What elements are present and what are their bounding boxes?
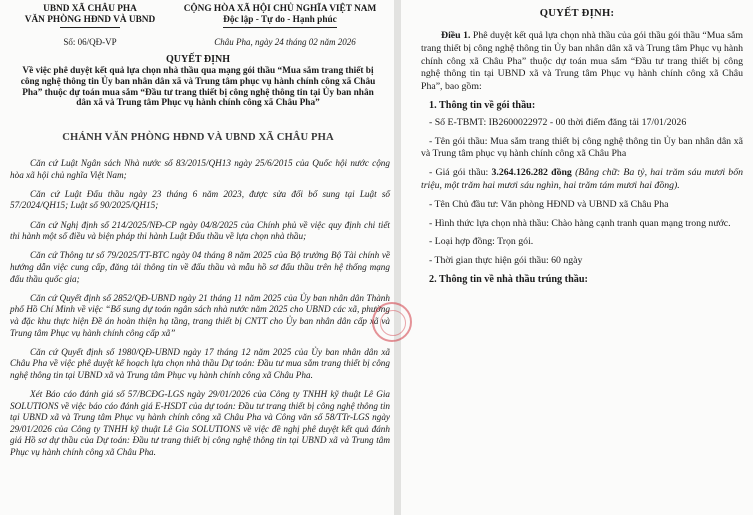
article-1-text: Phê duyệt kết quả lựa chọn nhà thầu của gói thầu gói thầu “Mua sắm trang thiết bị công nghệ thông tin Ủy ban nhân dân xã và Trung tâm Phục vụ hành chính công xã Châu Pha” thuộc dự toán mua sắm “Đầu tư trang thiết bị công nghệ thông tin tại UBND xã và Trung tâm Phục vụ hành chính công xã Châu Pha”, bao gồm: <box>421 30 743 93</box>
page-gutter <box>394 0 401 515</box>
package-name: - Tên gói thầu: Mua sắm trang thiết bị công nghệ thông tin Ủy ban nhân dân xã và Trung tâm phục vụ hành chính công xã Châu Pha <box>421 135 743 160</box>
agency-line-1: UBND XÃ CHÂU PHA <box>43 4 137 14</box>
red-seal-stamp <box>372 302 412 342</box>
investor-name: - Tên Chủ đầu tư: Văn phòng HĐND và UBND xã Châu Pha <box>429 198 669 210</box>
national-header <box>170 4 390 28</box>
legal-basis-paragraph: Căn cứ Quyết định số 1980/QĐ-UBND ngày 17 tháng 12 năm 2025 của Ủy ban nhân dân xã Châu Pha về việc phê duyệt kế hoạch lựa chọn nhà thầu Dự toán: Đầu tư mua sắm trang thiết bị công nghệ thông tin tại UBND xã và Trung tâm Phục vụ hành chính công xã Châu Pha. <box>10 346 390 380</box>
contract-type: - Loại hợp đồng: Trọn gói. <box>429 236 534 248</box>
decision-title: QUYẾT ĐỊNH <box>166 54 230 65</box>
agency-line-2: VĂN PHÒNG HĐND VÀ UBND <box>24 15 156 25</box>
price-label: - Giá gói thầu: <box>429 167 492 179</box>
legal-basis-paragraph: Căn cứ Quyết định số 2852/QĐ-UBND ngày 21 tháng 11 năm 2025 của Ủy ban nhân dân Thành phố Hồ Chí Minh về việc “Bổ sung dự toán ngân sách nhà nước năm 2025 cho UBND các xã, phường và đặc khu thực hiện Đề án hoàn thiện hạ tầng, trang thiết bị CNTT cho Ủy ban nhân dân cấp xã và Trung tâm Phục vụ hành chính công cấp xã” <box>10 292 390 338</box>
issuing-agency-header <box>10 4 170 28</box>
selection-method: - Hình thức lựa chọn nhà thầu: Chào hàng cạnh tranh quan mạng trong nước. <box>429 217 731 229</box>
decision-subject: Về việc phê duyệt kết quả lựa chọn nhà thầu qua mạng gói thầu “Mua sắm trang thiết bị công nghệ thông tin Ủy ban nhân dân xã và Trung tâm phục vụ hành chính công xã Châu Pha” thuộc dự toán mua sắm “Đầu tư trang thiết bị công nghệ thông tin tại Ủy ban nhân dân xã và Trung tâm Phục vụ hành chính công xã Châu Pha” <box>20 66 376 109</box>
agency-underline <box>60 27 120 28</box>
legal-basis-paragraph: Căn cứ Nghị định số 214/2025/NĐ-CP ngày 04/8/2025 của Chính phủ về việc quy định chi tiết thi hành một số điều và biện pháp thi hành Luật Đấu thầu về lựa chọn nhà thầu; <box>10 219 390 242</box>
price-value: 3.264.126.282 đồng <box>491 167 572 179</box>
legal-basis-paragraph: Xét Báo cáo đánh giá số 57/BCĐG-LGS ngày 29/01/2026 của Công ty TNHH kỹ thuật Lê Gia SOLUTIONS về việc báo cáo đánh giá E-HSDT của dự toán: Đầu tư trang thiết bị công nghệ thông tin tại UBND xã và Trung tâm Phục vụ hành chính công xã Châu Pha và Công văn số 58/TTr-LGS ngày 29/01/2026 của Công ty TNHH kỹ thuật Lê Gia SOLUTIONS về việc đề nghị phê duyệt kết quả đánh giá Hồ sơ dự thầu của Dự toán: Đầu tư trang thiết bị công nghệ thông tin tại UBND xã và Trung tâm Phục vụ hành chính công xã Châu Pha. <box>10 389 390 458</box>
section-winning-bidder: 2. Thông tin về nhà thầu trúng thầu: <box>429 273 588 285</box>
article-1 <box>421 30 743 94</box>
decision-body <box>421 30 743 291</box>
section-package-info: 1. Thông tin về gói thầu: <box>429 99 536 111</box>
place-and-date: Châu Pha, ngày 24 tháng 02 năm 2026 <box>214 37 356 47</box>
legal-basis-paragraph: Căn cứ Luật Đấu thầu ngày 23 tháng 6 năm 2023, được sửa đổi bổ sung tại Luật số 57/2024/QH15; Luật số 90/2025/QH15; <box>10 188 390 211</box>
package-price <box>421 167 743 193</box>
decision-heading: QUYẾT ĐỊNH: <box>539 8 615 19</box>
legal-basis-section <box>10 158 390 459</box>
implementation-duration: - Thời gian thực hiện gói thầu: 60 ngày <box>429 255 583 267</box>
legal-basis-paragraph: Căn cứ Luật Ngân sách Nhà nước số 83/2015/QH13 ngày 25/6/2015 của Quốc hội nước cộng hòa xã hội chủ nghĩa Việt Nam; <box>10 158 390 180</box>
document-number: Số: 06/QĐ-VP <box>63 37 117 47</box>
legal-basis-paragraph: Căn cứ Thông tư số 79/2025/TT-BTC ngày 04 tháng 8 năm 2025 của Bộ trưởng Bộ Tài chính về hướng dẫn việc cung cấp, đăng tải thông tin về đấu thầu và mẫu hồ sơ đấu thầu trên hệ thống mạng đấu thầu quốc gia; <box>10 250 390 284</box>
article-1-label: Điều 1. <box>441 30 471 41</box>
tbmt-number: - Số E-TBMT: IB2600022972 - 00 thời điểm đăng tải 17/01/2026 <box>429 116 687 128</box>
national-motto: Độc lập - Tự do - Hạnh phúc <box>223 15 337 28</box>
price-in-words: (Bằng chữ: Ba tỷ, hai trăm sáu mươi bốn triệu, một trăm hai mươi sáu nghìn, hai trăm tám mươi hai đồng). <box>421 167 743 191</box>
nation-name: CỘNG HÒA XÃ HỘI CHỦ NGHĨA VIỆT NAM <box>183 4 377 14</box>
issuing-authority: CHÁNH VĂN PHÒNG HĐND VÀ UBND XÃ CHÂU PHA <box>62 132 334 143</box>
